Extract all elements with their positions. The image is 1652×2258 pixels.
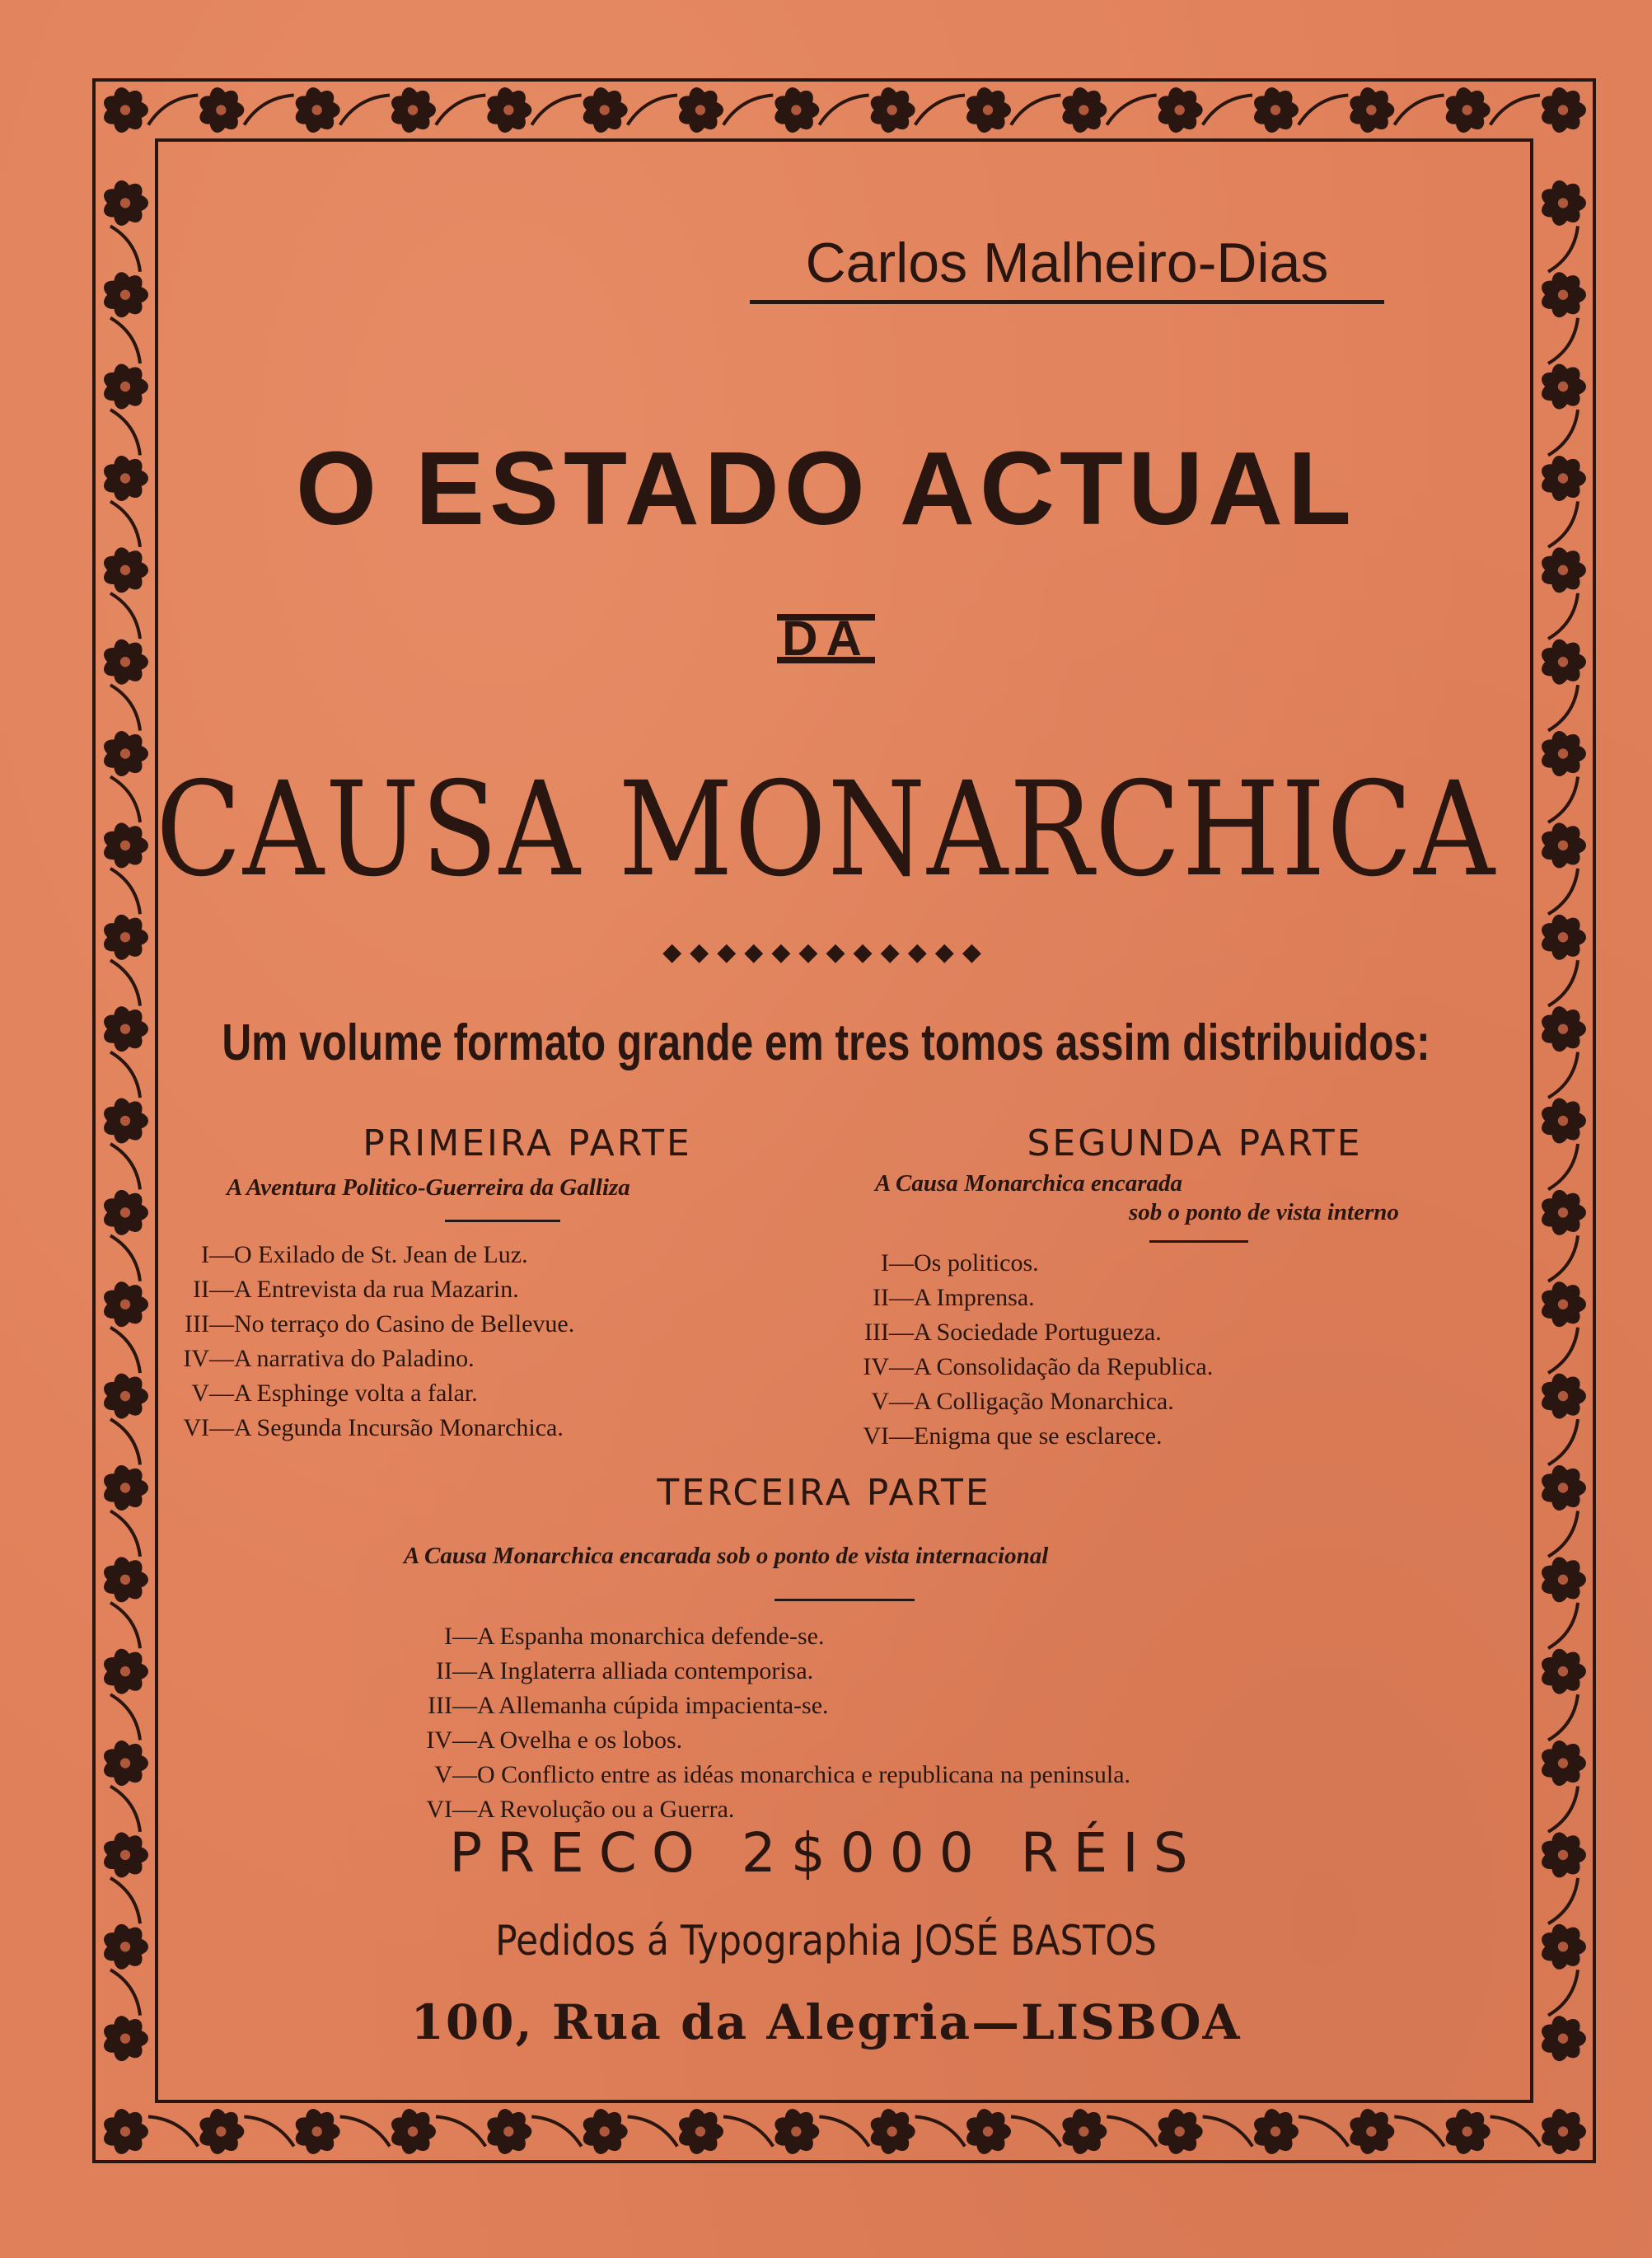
chapter-title: A Imprensa. [914,1284,1035,1311]
chapter-number: III [428,1692,452,1719]
chapter-title: A Entrevista da rua Mazarin. [234,1276,519,1303]
chapter-title: A Sociedade Portugueza. [914,1319,1162,1346]
chapter-item [828,1350,1213,1384]
carnation-ornament [580,86,628,134]
carnation-ornament [196,86,244,134]
title-line-2-text: DA [777,614,875,663]
chapter-dash: — [209,1276,234,1303]
carnation-ornament [1538,270,1586,319]
chapter-number: I [444,1623,452,1650]
chapter-dash: — [452,1623,477,1650]
chapter-title: Enigma que se esclarece. [914,1422,1163,1450]
chapter-title: A Colligação Monarchica. [914,1388,1174,1415]
chapter-item [391,1723,1130,1758]
chapter-item [828,1384,1213,1419]
chapter-dash: — [452,1761,477,1788]
chapter-item [828,1246,1213,1281]
chapter-number: I [201,1241,209,1268]
chapter-dash: — [889,1284,914,1311]
title-line-2 [0,610,1652,667]
carnation-ornament [1538,1005,1586,1053]
carnation-ornament [676,2107,723,2156]
part-2-rule [1149,1240,1248,1243]
chapter-dash: — [889,1353,914,1380]
title-line-1: O ESTADO ACTUAL [296,430,1356,546]
chapter-number: IV [863,1353,889,1380]
carnation-ornament [101,362,148,410]
diamond-ornament: ◆◆◆◆◆◆◆◆◆◆◆◆ [662,938,990,967]
chapter-item [391,1689,1130,1723]
carnation-ornament [1538,729,1586,778]
carnation-ornament [484,2107,531,2156]
chapter-item [828,1315,1213,1350]
chapter-title: A Espanha monarchica defende-se. [477,1623,825,1650]
carnation-ornament [101,2107,148,2156]
chapter-number: IV [426,1726,452,1754]
orders-line: Pedidos á Typographia JOSÉ BASTOS [495,1917,1157,1965]
carnation-ornament [1538,179,1586,227]
carnation-ornament [101,1555,148,1604]
chapter-title: A Ovelha e os lobos. [477,1726,683,1754]
carnation-ornament [580,2107,628,2156]
chapter-title: A Consolidação da Republica. [914,1353,1214,1380]
chapter-item [391,1654,1130,1689]
chapter-dash: — [452,1657,477,1684]
carnation-ornament [1538,1464,1586,1512]
chapter-number: III [864,1319,889,1346]
carnation-ornament [1251,2107,1299,2156]
price: PRECO 2$000 RÉIS [449,1821,1203,1885]
carnation-ornament [388,2107,436,2156]
chapter-item [148,1272,574,1307]
chapter-number: I [881,1249,889,1277]
chapter-number: VI [183,1414,209,1441]
chapter-item [391,1619,1130,1654]
carnation-ornament [101,270,148,319]
chapter-number: II [873,1284,889,1311]
chapter-item [828,1281,1213,1315]
carnation-ornament [1251,86,1299,134]
chapter-dash: — [209,1414,234,1441]
carnation-ornament [484,86,531,134]
chapter-title: A Allemanha cúpida impacienta-se. [477,1692,829,1719]
carnation-ornament [1155,86,1203,134]
carnation-ornament [1538,1371,1586,1420]
chapter-dash: — [452,1726,477,1754]
chapter-title: O Conflicto entre as idéas monarchica e republicana na peninsula. [477,1761,1131,1788]
chapter-dash: — [889,1388,914,1415]
part-3-subtitle: A Causa Monarchica encarada sob o ponto de vista internacional [404,1543,1049,1569]
carnation-ornament [292,2107,340,2156]
chapter-item [148,1376,574,1411]
chapter-dash: — [452,1692,477,1719]
carnation-ornament [1538,1555,1586,1604]
carnation-ornament [1538,86,1586,134]
author-name: Carlos Malheiro-Dias [750,231,1384,304]
carnation-ornament [963,86,1011,134]
chapter-item [148,1307,574,1342]
chapter-item [828,1419,1213,1454]
carnation-ornament [1538,821,1586,869]
chapter-title: A Esphinge volta a falar. [234,1380,478,1407]
chapter-title: A Segunda Incursão Monarchica. [234,1414,564,1441]
carnation-ornament [1443,2107,1491,2156]
carnation-ornament [1538,1739,1586,1787]
chapter-dash: — [209,1310,234,1337]
carnation-ornament [292,86,340,134]
carnation-ornament [101,86,148,134]
carnation-ornament [1538,362,1586,410]
carnation-ornament [1538,2107,1586,2156]
carnation-ornament [101,1371,148,1420]
chapter-number: II [436,1657,452,1684]
carnation-ornament [101,546,148,594]
chapter-number: II [193,1276,209,1303]
carnation-ornament [101,1096,148,1145]
carnation-ornament [101,1280,148,1328]
carnation-ornament [1538,546,1586,594]
carnation-ornament [963,2107,1011,2156]
chapter-dash: — [889,1319,914,1346]
chapter-number: VI [863,1422,889,1450]
chapter-item [148,1342,574,1376]
title-line-3: CAUSA MONARCHICA [156,754,1496,906]
carnation-ornament [388,86,436,134]
address-line: 100, Rua da Alegria—LISBOA [410,1994,1242,2050]
chapter-dash: — [209,1380,234,1407]
carnation-ornament [676,86,723,134]
part-2-subtitle-line-2: sob o ponto de vista interno [1129,1199,1399,1225]
carnation-ornament [1538,1188,1586,1237]
chapter-dash: — [452,1796,477,1823]
chapter-number: VI [426,1796,452,1823]
carnation-ornament [101,1464,148,1512]
carnation-ornament [1538,1096,1586,1145]
chapter-title: O Exilado de St. Jean de Luz. [234,1241,528,1268]
chapter-title: A Inglaterra alliada contemporisa. [477,1657,814,1684]
chapter-title: Os politicos. [914,1249,1039,1277]
chapter-number: III [185,1310,209,1337]
part-1-chapters [148,1238,574,1445]
carnation-ornament [101,1739,148,1787]
carnation-ornament [1346,2107,1394,2156]
part-2-heading: SEGUNDA PARTE [1027,1122,1363,1164]
carnation-ornament [771,2107,819,2156]
carnation-ornament [868,2107,915,2156]
carnation-ornament [101,1188,148,1237]
carnation-ornament [1538,1647,1586,1696]
chapter-dash: — [889,1249,914,1277]
part-2-subtitle-line-1: A Causa Monarchica encarada [875,1170,1183,1197]
part-1-subtitle: A Aventura Politico-Guerreira da Galliza [227,1174,630,1201]
chapter-item [391,1758,1130,1792]
chapter-number: V [191,1380,209,1407]
chapter-dash: — [209,1345,234,1372]
carnation-ornament [101,1005,148,1053]
chapter-item [148,1411,574,1445]
carnation-ornament [1059,86,1107,134]
carnation-ornament [101,179,148,227]
volume-subtitle: Um volume formato grande em tres tomos assim distribuidos: [222,1014,1430,1071]
carnation-ornament [1059,2107,1107,2156]
part-3-chapters [391,1619,1130,1827]
part-2-chapters [828,1246,1213,1454]
carnation-ornament [101,1647,148,1696]
carnation-ornament [1443,86,1491,134]
chapter-number: IV [183,1345,209,1372]
carnation-ornament [1538,1280,1586,1328]
chapter-dash: — [209,1241,234,1268]
carnation-ornament [771,86,819,134]
chapter-dash: — [889,1422,914,1450]
chapter-number: V [871,1388,889,1415]
carnation-ornament [868,86,915,134]
chapter-item [148,1238,574,1272]
chapter-title: A Revolução ou a Guerra. [477,1796,735,1823]
part-3-heading: TERCEIRA PARTE [657,1472,991,1514]
carnation-ornament [1155,2107,1203,2156]
chapter-title: A narrativa do Paladino. [234,1345,475,1372]
chapter-title: No terraço do Casino de Bellevue. [234,1310,575,1337]
chapter-number: V [434,1761,452,1788]
part-3-rule [775,1599,915,1601]
carnation-ornament [196,2107,244,2156]
carnation-ornament [1346,86,1394,134]
part-1-rule [445,1220,560,1222]
part-1-heading: PRIMEIRA PARTE [363,1122,692,1164]
